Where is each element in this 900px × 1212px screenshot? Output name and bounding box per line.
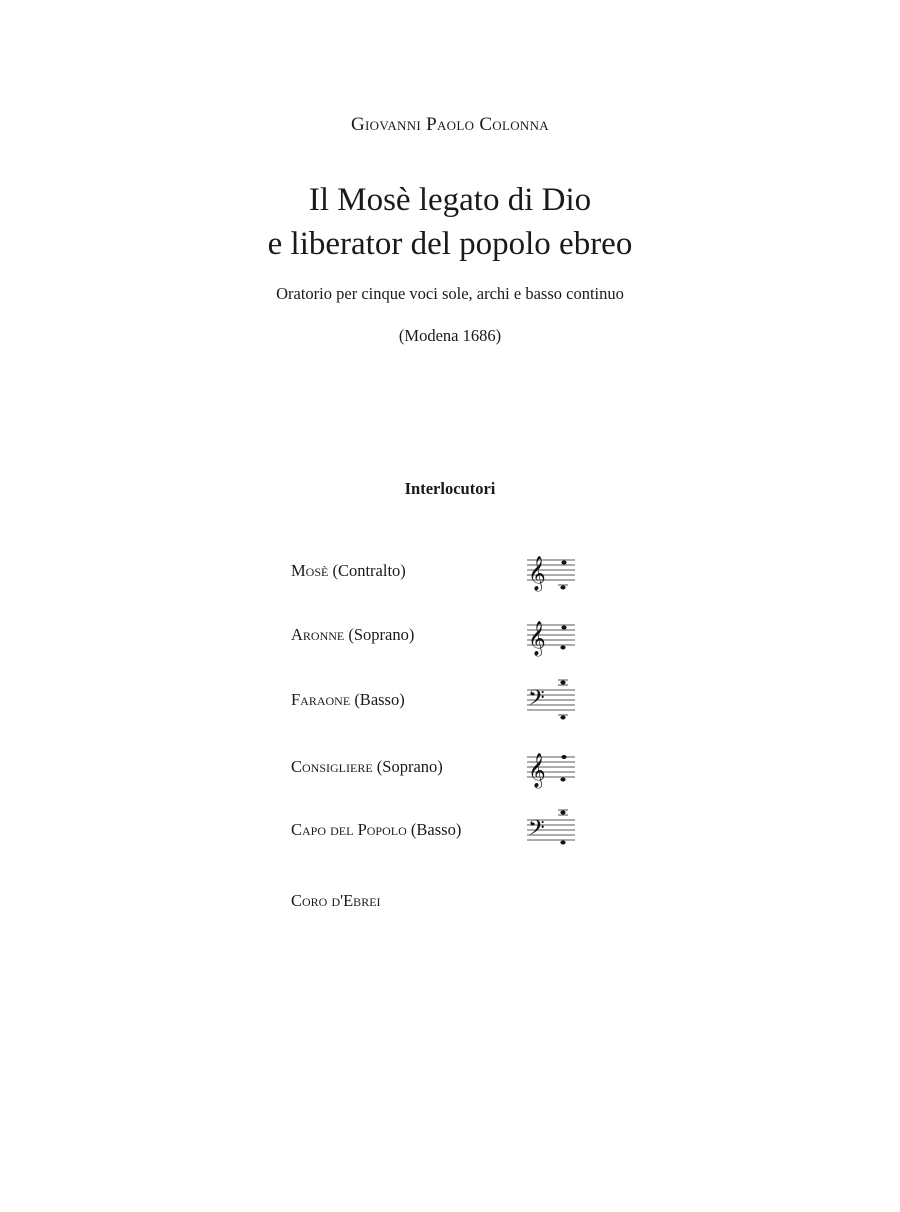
role-voice: (Soprano) bbox=[376, 757, 443, 776]
role-character: Aronne bbox=[291, 625, 345, 644]
role-character: Mosè bbox=[291, 561, 329, 580]
role-name bbox=[291, 757, 443, 777]
cast-row bbox=[291, 891, 591, 935]
role-character: Faraone bbox=[291, 690, 351, 709]
treble-clef-icon bbox=[527, 546, 577, 606]
bass-clef-icon bbox=[527, 806, 577, 866]
role-name bbox=[291, 820, 461, 840]
role-name bbox=[291, 690, 405, 710]
treble-clef-icon bbox=[527, 743, 577, 803]
work-title-line-2: e liberator del popolo ebreo bbox=[267, 226, 633, 262]
place-date: (Modena 1686) bbox=[398, 326, 502, 345]
role-voice: (Soprano) bbox=[348, 625, 415, 644]
cast-heading: Interlocutori bbox=[404, 479, 496, 498]
work-title-line-1: Il Mosè legato di Dio bbox=[308, 182, 592, 218]
svg-text:𝄢: 𝄢 bbox=[528, 816, 545, 846]
treble-clef-icon bbox=[527, 611, 577, 671]
cast-row bbox=[291, 753, 591, 801]
svg-text:𝄢: 𝄢 bbox=[528, 686, 545, 716]
composer-name: Giovanni Paolo Colonna bbox=[351, 114, 549, 135]
cast-row bbox=[291, 621, 591, 669]
svg-text:𝄞: 𝄞 bbox=[528, 556, 546, 591]
cast-row bbox=[291, 816, 591, 864]
role-character: Capo del Popolo bbox=[291, 820, 407, 839]
role-character: Consigliere bbox=[291, 757, 373, 776]
work-subtitle: Oratorio per cinque voci sole, archi e basso continuo bbox=[276, 284, 624, 303]
role-voice: (Basso) bbox=[354, 690, 405, 709]
role-voice: (Basso) bbox=[410, 820, 462, 839]
svg-text:𝄞: 𝄞 bbox=[528, 621, 546, 656]
role-character: Coro d'Ebrei bbox=[291, 891, 381, 910]
role-name bbox=[291, 561, 406, 581]
bass-clef-icon bbox=[527, 676, 577, 736]
role-name bbox=[291, 625, 414, 645]
svg-text:𝄞: 𝄞 bbox=[528, 753, 546, 788]
cast-row bbox=[291, 686, 591, 734]
role-name bbox=[291, 891, 381, 911]
role-voice: (Contralto) bbox=[332, 561, 406, 580]
cast-row bbox=[291, 556, 591, 604]
